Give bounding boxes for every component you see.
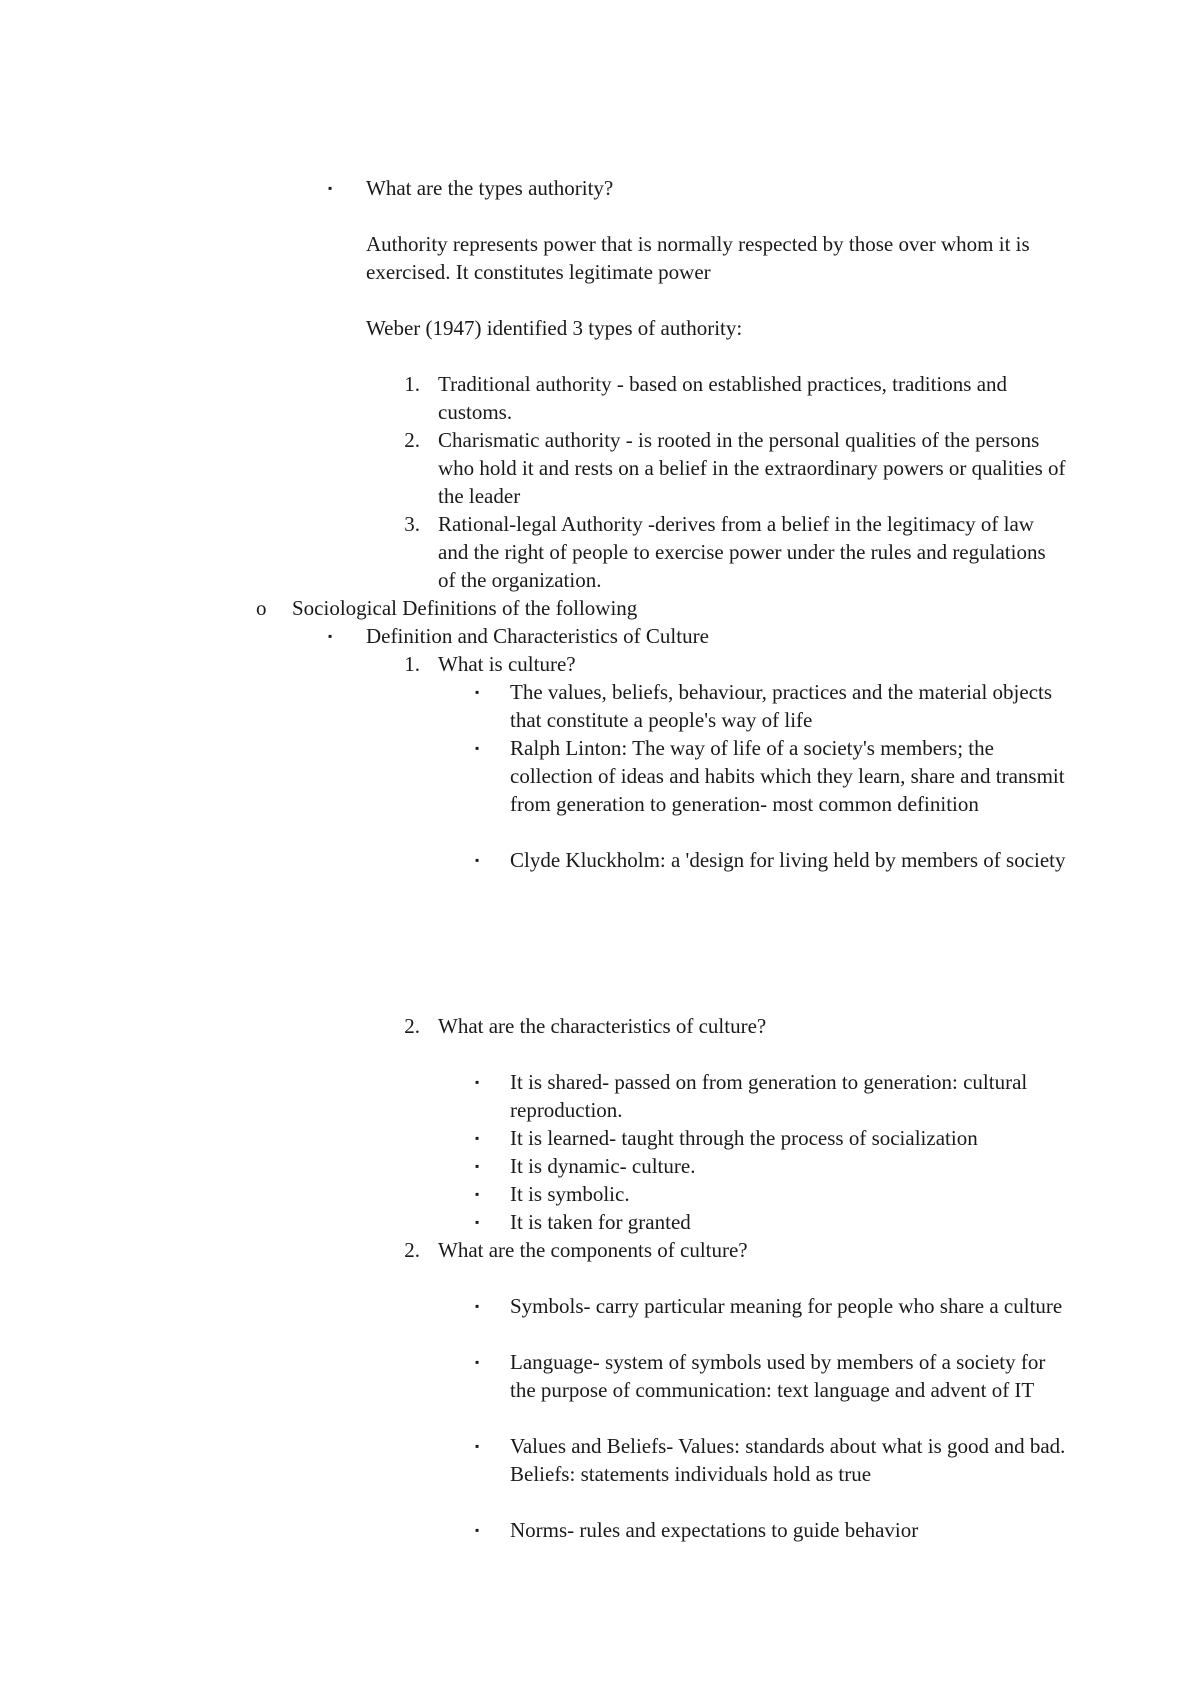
square-bullet-icon: ▪ — [328, 181, 333, 195]
list-number: 1. — [404, 652, 420, 676]
square-bullet-icon: ▪ — [475, 1159, 480, 1173]
component-item: Values and Beliefs- Values: standards about what is good and bad. Beliefs: statements individuals hold as true — [510, 1434, 1066, 1486]
question-what-is-culture: What is culture? — [438, 652, 576, 676]
square-bullet-icon: ▪ — [328, 629, 333, 643]
culture-definition: Ralph Linton: The way of life of a society's members; the collection of ideas and habits which they learn, share and transmit from generation to generation- most common definition — [510, 736, 1065, 816]
list-number: 1. — [404, 372, 420, 396]
list-number: 2. — [404, 428, 420, 452]
square-bullet-icon: ▪ — [475, 741, 480, 755]
square-bullet-icon: ▪ — [475, 1187, 480, 1201]
characteristic-item: It is learned- taught through the process of socialization — [510, 1126, 978, 1150]
culture-definition: Clyde Kluckholm: a 'design for living held by members of society — [510, 848, 1066, 872]
weber-intro: Weber (1947) identified 3 types of authority: — [366, 316, 743, 340]
question-types-authority: What are the types authority? — [366, 176, 614, 200]
characteristic-item: It is taken for granted — [510, 1210, 691, 1234]
list-number: 2. — [404, 1238, 420, 1262]
square-bullet-icon: ▪ — [475, 1439, 480, 1453]
list-number: 2. — [404, 1014, 420, 1038]
square-bullet-icon: ▪ — [475, 685, 480, 699]
list-number: 3. — [404, 512, 420, 536]
square-bullet-icon: ▪ — [475, 1215, 480, 1229]
characteristic-item: It is shared- passed on from generation to generation: cultural reproduction. — [510, 1070, 1028, 1122]
subsection-heading: Definition and Characteristics of Culture — [366, 624, 709, 648]
question-characteristics: What are the characteristics of culture? — [438, 1014, 767, 1038]
square-bullet-icon: ▪ — [475, 1299, 480, 1313]
culture-definition: The values, beliefs, behaviour, practices and the material objects that constitute a people's way of life — [510, 680, 1053, 732]
section-heading: Sociological Definitions of the following — [292, 596, 638, 620]
authority-type-rational-legal: Rational-legal Authority -derives from a belief in the legitimacy of law and the right of people to exercise power under the rules and regulations of the organization. — [438, 512, 1046, 592]
component-item: Symbols- carry particular meaning for people who share a culture — [510, 1294, 1063, 1318]
square-bullet-icon: ▪ — [475, 1075, 480, 1089]
characteristic-item: It is dynamic- culture. — [510, 1154, 696, 1178]
characteristic-item: It is symbolic. — [510, 1182, 630, 1206]
component-item: Language- system of symbols used by members of a society for the purpose of communication: text language and advent of IT — [510, 1350, 1046, 1402]
authority-type-charismatic: Charismatic authority - is rooted in the personal qualities of the persons who hold it and rests on a belief in the extraordinary powers or qualities of the leader — [438, 428, 1066, 508]
authority-type-traditional: Traditional authority - based on established practices, traditions and customs. — [438, 372, 1008, 424]
square-bullet-icon: ▪ — [475, 1131, 480, 1145]
authority-definition: Authority represents power that is normally respected by those over whom it is exercised. It constitutes legitimate power — [366, 232, 1030, 284]
square-bullet-icon: ▪ — [475, 1355, 480, 1369]
question-components: What are the components of culture? — [438, 1238, 748, 1262]
component-item: Norms- rules and expectations to guide behavior — [510, 1518, 919, 1542]
circle-bullet-icon: o — [256, 596, 267, 620]
square-bullet-icon: ▪ — [475, 853, 480, 867]
square-bullet-icon: ▪ — [475, 1523, 480, 1537]
